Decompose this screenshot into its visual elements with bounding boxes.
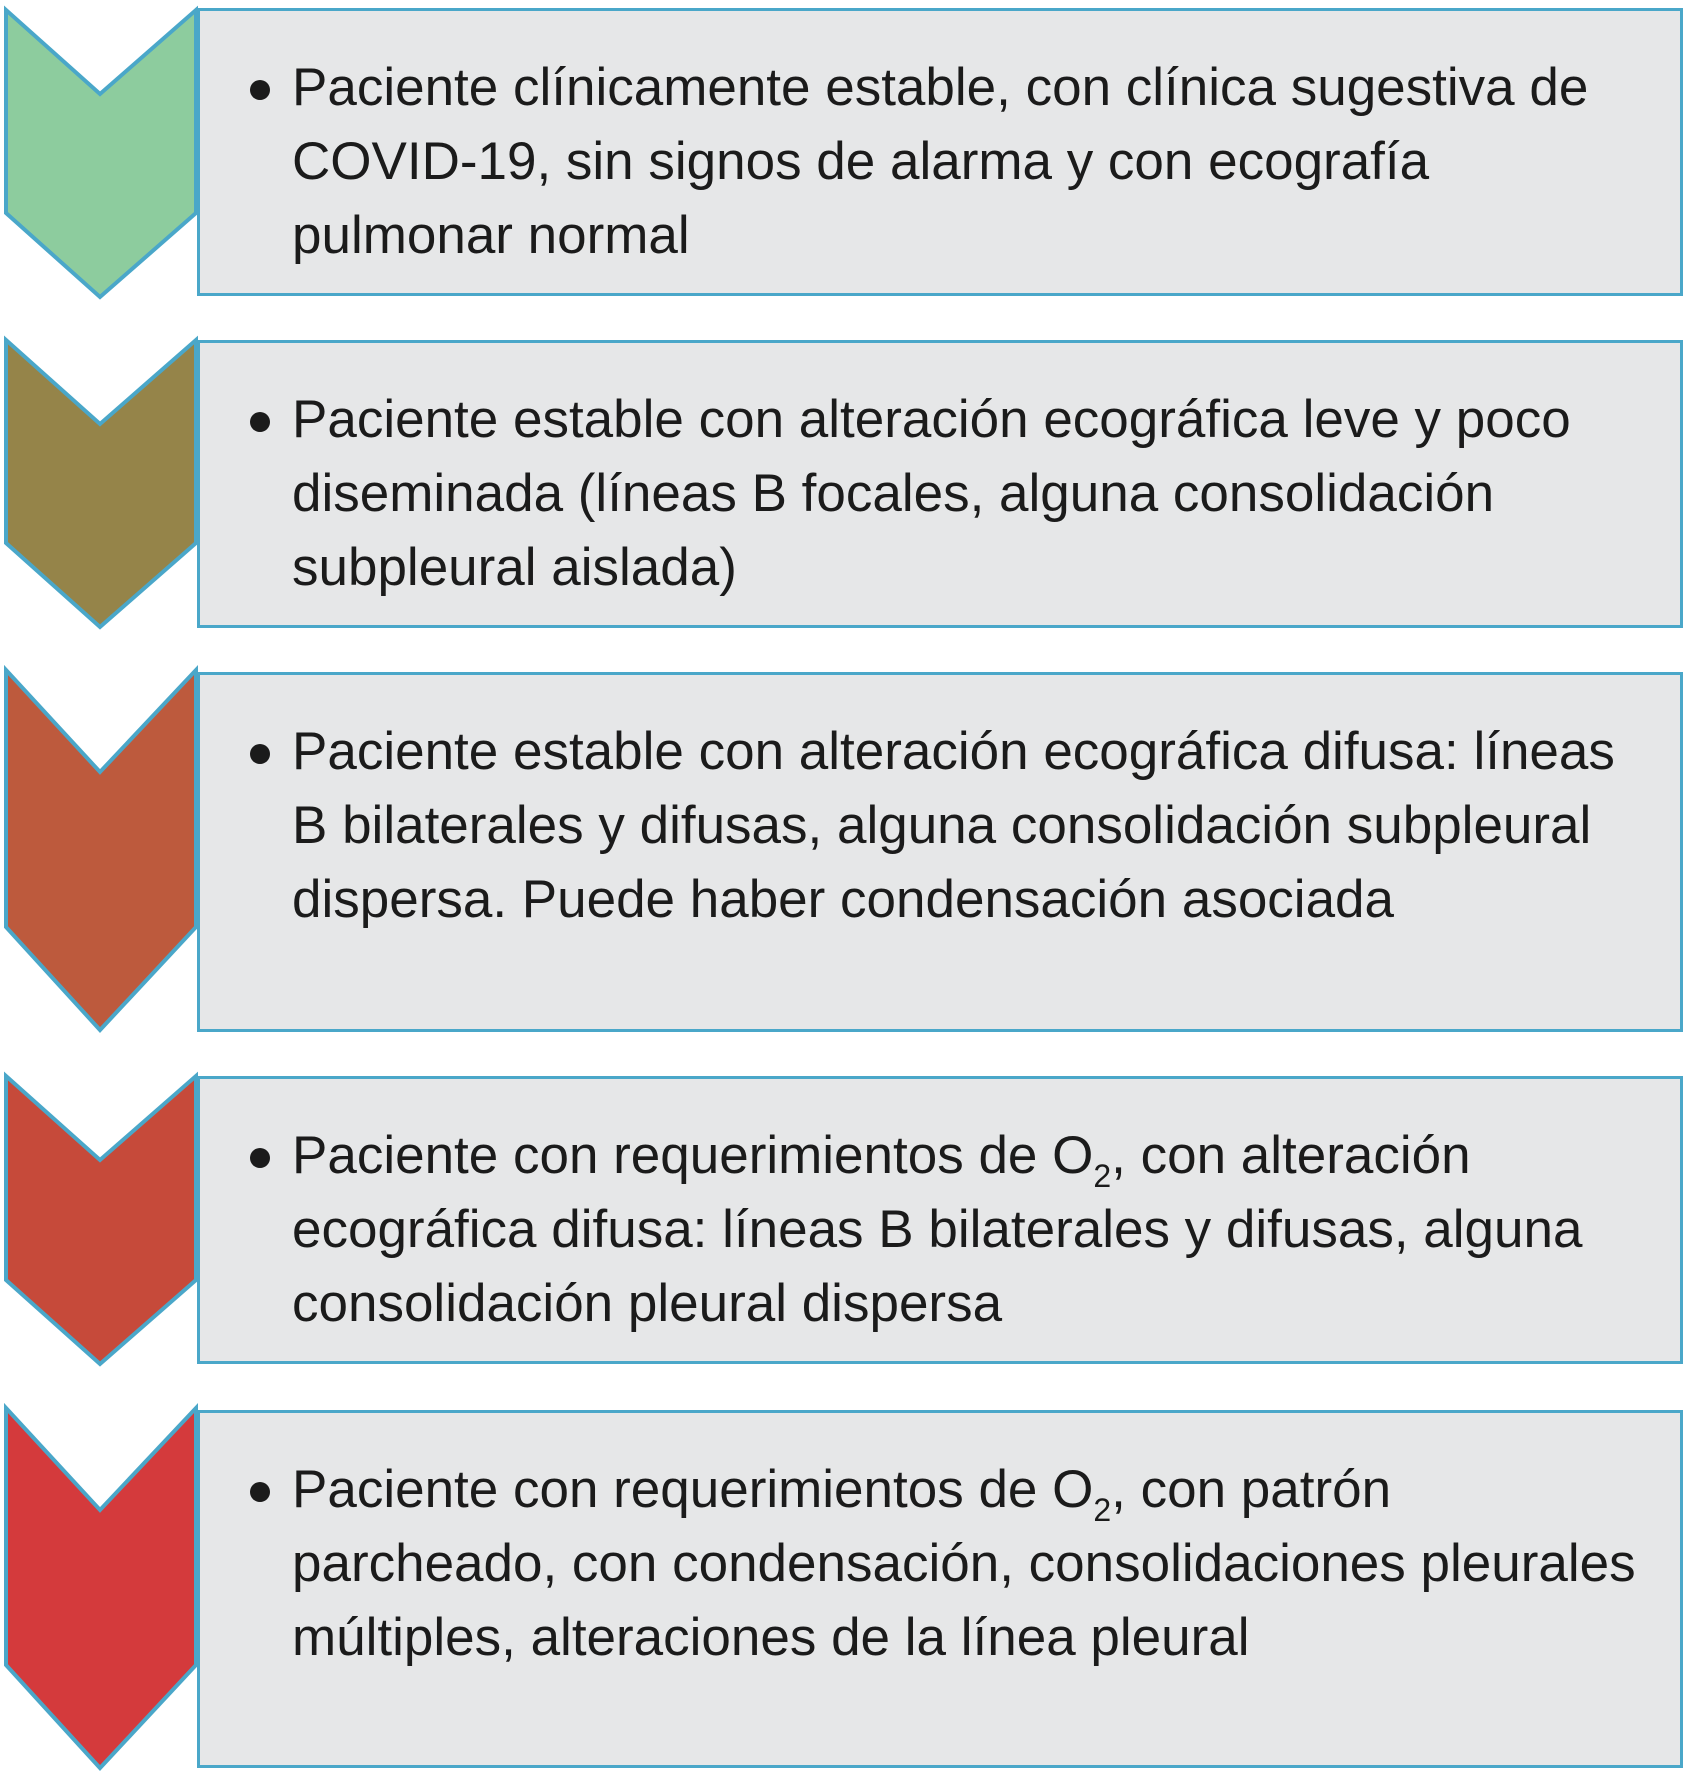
bullet-icon: [250, 1148, 270, 1168]
step-4-text: [292, 1126, 1582, 1333]
step-5: [0, 1406, 1686, 1770]
bullet-icon: [250, 744, 270, 764]
step-4-chevron-icon: [0, 1074, 200, 1366]
step-5-item: [250, 1453, 1640, 1675]
step-3-item: [250, 715, 1640, 937]
step-4: [0, 1074, 1686, 1366]
step-1-box: [197, 8, 1683, 296]
step-1: [0, 8, 1686, 298]
bullet-icon: [250, 412, 270, 432]
step-4-item: [250, 1119, 1640, 1341]
step-1-text: Paciente clínicamente estable, con clínica sugestiva de COVID-19, sin signos de alarma y con ecografía pulmonar normal: [292, 58, 1589, 265]
bullet-icon: [250, 1482, 270, 1502]
step-4-subscript: 2: [1093, 1158, 1112, 1194]
step-3-chevron-icon: [0, 668, 200, 1032]
step-3-text: Paciente estable con alteración ecográfica difusa: líneas B bilaterales y difusas, alguna consolidación subpleural dispersa. Puede haber condensación asociada: [292, 722, 1615, 929]
step-5-text-start: Paciente con requerimientos de O: [292, 1460, 1094, 1519]
step-4-box: [197, 1076, 1683, 1364]
step-2-item: [250, 383, 1640, 605]
step-3-box: [197, 672, 1683, 1032]
step-2-chevron-icon: [0, 338, 200, 628]
step-3: [0, 668, 1686, 1032]
step-1-item: [250, 51, 1640, 273]
step-5-chevron-icon: [0, 1406, 200, 1770]
bullet-icon: [250, 80, 270, 100]
step-5-text-end: , con patrón parcheado, con condensación, consolidaciones pleurales múltiples, alteraciones de la línea pleural: [292, 1460, 1636, 1667]
step-1-chevron-icon: [0, 8, 200, 298]
step-5-box: [197, 1410, 1683, 1768]
step-2-box: [197, 340, 1683, 628]
step-5-subscript: 2: [1093, 1492, 1112, 1528]
step-2-text: Paciente estable con alteración ecográfica leve y poco diseminada (líneas B focales, alguna consolidación subpleural aislada): [292, 390, 1571, 597]
step-4-text-start: Paciente con requerimientos de O: [292, 1126, 1094, 1185]
step-2: [0, 338, 1686, 628]
step-4-text-end: , con alteración ecográfica difusa: líneas B bilaterales y difusas, alguna consolidación pleural dispersa: [292, 1126, 1583, 1333]
step-5-text: [292, 1460, 1636, 1667]
